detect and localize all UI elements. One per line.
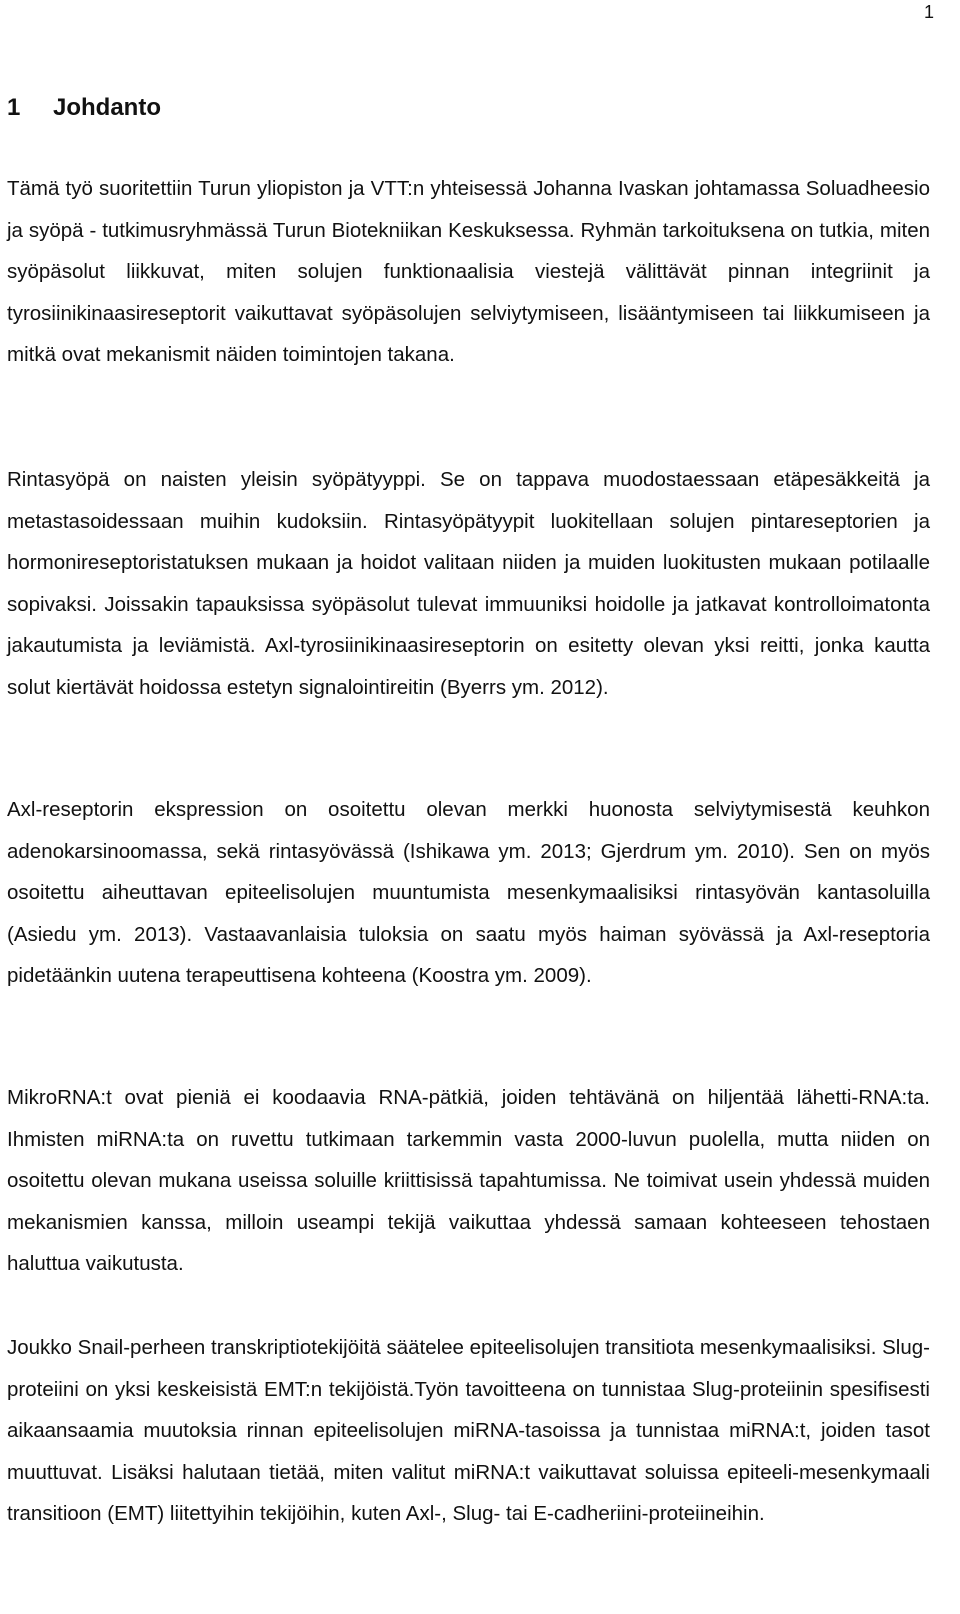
chapter-heading	[7, 93, 161, 123]
chapter-number: 1	[7, 94, 21, 121]
chapter-title: Johdanto	[53, 94, 161, 121]
paragraph-axl-receptor: Axl-reseptorin ekspression on osoitettu olevan merkki huonosta selviytymisestä keuhkon adenokarsinoomassa, sekä rintasyövässä (Ishikawa ym. 2013; Gjerdrum ym. 2010). Sen on myös osoitettu aiheuttavan epiteelisolujen muuntumista mesenkymaalisiksi rintasyövän kantasoluilla (Asiedu ym. 2013). Vastaavanlaisia tuloksia on saatu myös haiman syövässä ja Axl-reseptoria pidetäänkin uutena terapeuttisena kohteena (Koostra ym. 2009).	[7, 798, 930, 988]
paragraph-breast-cancer: Rintasyöpä on naisten yleisin syöpätyyppi. Se on tappava muodostaessaan etäpesäkkeitä ja metastasoidessaan muihin kudoksiin. Rintasyöpätyypit luokitellaan solujen pintareseptorien ja hormonireseptoristatuksen mukaan ja hoidot valitaan niiden ja muiden luokitusten mukaan potilaalle sopivaksi. Joissakin tapauksissa syöpäsolut tulevat immuuniksi hoidolle ja jatkavat kontrolloimatonta jakautumista ja leviämistä. Axl-tyrosiinikinaasireseptorin on esitetty olevan yksi reitti, jonka kautta solut kiertävät hoidossa estetyn signalointireitin (Byerrs ym. 2012).	[7, 468, 930, 699]
paragraph-microrna: MikroRNA:t ovat pieniä ei koodaavia RNA-pätkiä, joiden tehtävänä on hiljentää lähetti-RNA:ta. Ihmisten miRNA:ta on ruvettu tutkimaan tarkemmin vasta 2000-luvun puolella, mutta niiden on osoitettu olevan mukana useissa soluille kriittisissä tapahtumissa. Ne toimivat usein yhdessä muiden mekanismien kanssa, milloin useampi tekijä vaikuttaa yhdessä samaan kohteeseen tehostaen haluttua vaikutusta.	[7, 1086, 930, 1276]
paragraph-snail-slug: Joukko Snail-perheen transkriptiotekijöitä säätelee epiteelisolujen transitiota mesenkymaalisiksi. Slug-proteiini on yksi keskeisistä EMT:n tekijöistä.Työn tavoitteena on tunnistaa Slug-proteiinin spesifisesti aikaansaamia muutoksia rinnan epiteelisolujen miRNA-tasoissa ja tunnistaa miRNA:t, joiden tasot muuttuvat. Lisäksi halutaan tietää, miten valitut miRNA:t vaikuttavat soluissa epiteeli-mesenkymaali transitioon (EMT) liitettyihin tekijöihin, kuten Axl-, Slug- tai E-cadheriini-proteiineihin.	[7, 1336, 930, 1526]
paragraph-introduction: Tämä työ suoritettiin Turun yliopiston ja VTT:n yhteisessä Johanna Ivaskan johtamassa Soluadheesio ja syöpä - tutkimusryhmässä Turun Biotekniikan Keskuksessa. Ryhmän tarkoituksena on tutkia, miten syöpäsolut liikkuvat, miten solujen funktionaalisia viestejä välittävät pinnan integriinit ja tyrosiinikinaasireseptorit vaikuttavat syöpäsolujen selviytymiseen, lisääntymiseen tai liikkumiseen ja mitkä ovat mekanismit näiden toimintojen takana.	[7, 177, 930, 367]
page-number: 1	[923, 2, 934, 22]
